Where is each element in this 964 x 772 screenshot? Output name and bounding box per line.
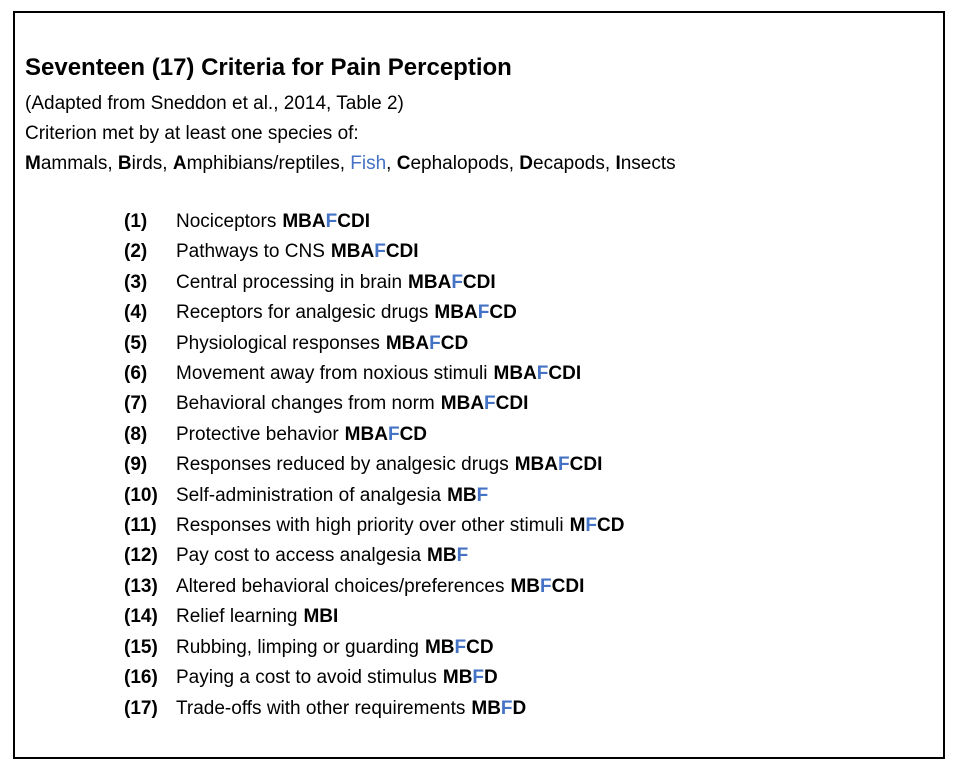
criterion-species-codes: [510, 572, 584, 602]
animal-group-decapods: [519, 153, 605, 174]
species-code-c: C: [466, 636, 480, 658]
animal-group-rest: ecapods: [533, 153, 605, 174]
species-code-d: D: [484, 667, 498, 689]
animal-group-separator: ,: [604, 153, 616, 174]
animal-group-initial: B: [117, 153, 132, 174]
species-code-b: B: [462, 484, 477, 506]
criterion-text: Central processing in brain: [176, 271, 403, 293]
criterion-text: Responses with high priority over other stimuli: [176, 515, 564, 537]
animal-group-fish: [350, 153, 386, 174]
species-code-a: A: [415, 332, 430, 354]
species-code-b: B: [487, 697, 501, 719]
animal-group-initial: A: [172, 153, 187, 174]
criterion-text: Pay cost to access analgesia: [176, 545, 422, 567]
species-code-m: M: [282, 211, 299, 232]
species-code-i: I: [413, 241, 419, 263]
criterion-number: (8): [124, 423, 148, 445]
criterion-item: [124, 541, 933, 571]
species-code-b: B: [450, 302, 464, 324]
animal-group-rest: ephalopods: [410, 153, 509, 174]
species-code-i: I: [490, 271, 496, 293]
species-code-f: F: [500, 697, 513, 719]
criterion-species-codes: [441, 389, 529, 419]
criterion-species-codes: [303, 602, 338, 632]
intro-line: Criterion met by at least one species of:: [25, 123, 359, 144]
criterion-species-codes: [494, 359, 582, 389]
criterion-item: [124, 663, 933, 693]
animal-group-separator: ,: [162, 153, 173, 174]
species-code-d: D: [476, 271, 491, 293]
species-code-b: B: [298, 211, 312, 232]
species-code-f: F: [472, 667, 485, 689]
document-title: Seventeen (17) Criteria for Pain Perception: [25, 54, 512, 81]
species-code-b: B: [509, 363, 524, 385]
criterion-number: (13): [124, 575, 158, 597]
species-code-m: M: [385, 332, 402, 354]
species-code-m: M: [303, 606, 320, 628]
criterion-item: [124, 602, 933, 632]
species-code-m: M: [514, 454, 531, 476]
species-code-m: M: [344, 423, 361, 445]
criterion-number: (10): [124, 484, 158, 506]
species-code-c: C: [569, 454, 584, 476]
source-line: (Adapted from Sneddon et al., 2014, Table 2): [25, 93, 404, 114]
species-code-c: C: [385, 241, 400, 263]
species-code-a: A: [463, 302, 478, 324]
animal-group-mammals: [25, 153, 107, 174]
animal-group-birds: [118, 153, 162, 174]
species-code-i: I: [597, 454, 603, 476]
document-content: [25, 53, 933, 724]
species-code-f: F: [325, 211, 338, 232]
criterion-text: Self-administration of analgesia: [176, 484, 442, 506]
species-code-d: D: [350, 211, 365, 232]
species-code-c: C: [440, 332, 455, 354]
species-code-m: M: [442, 667, 459, 689]
criterion-species-codes: [345, 420, 427, 450]
criterion-species-codes: [515, 450, 603, 480]
species-code-d: D: [610, 515, 625, 537]
criterion-number: (1): [124, 211, 148, 232]
species-code-d: D: [479, 636, 494, 658]
animal-group-separator: ,: [386, 153, 397, 174]
species-code-f: F: [585, 515, 597, 537]
species-code-a: A: [544, 454, 559, 476]
criterion-species-codes: [408, 268, 496, 298]
criterion-text: Movement away from noxious stimuli: [176, 363, 488, 385]
animal-group-amphibians-reptiles: [173, 153, 340, 174]
criterion-number: (6): [124, 363, 148, 385]
species-code-c: C: [337, 211, 351, 232]
animal-group-initial: F: [350, 153, 362, 174]
animal-group-initial: D: [519, 153, 534, 174]
criterion-number: (17): [124, 697, 158, 719]
criterion-text: Pathways to CNS: [176, 241, 325, 263]
species-code-c: C: [495, 393, 510, 415]
species-code-d: D: [413, 423, 428, 445]
criterion-text: Physiological responses: [176, 332, 380, 354]
criterion-item: [124, 329, 933, 359]
species-code-m: M: [510, 575, 527, 597]
species-code-m: M: [330, 241, 347, 263]
species-code-f: F: [558, 454, 570, 476]
criterion-number: (9): [124, 454, 148, 476]
species-code-a: A: [374, 423, 388, 445]
criterion-species-codes: [425, 633, 494, 663]
animal-group-initial: C: [396, 153, 411, 174]
species-code-f: F: [484, 393, 496, 415]
criterion-item: [124, 237, 933, 267]
criterion-item: [124, 633, 933, 663]
species-code-f: F: [374, 241, 386, 263]
species-code-f: F: [454, 636, 467, 658]
species-code-a: A: [360, 241, 375, 263]
species-code-d: D: [454, 332, 469, 354]
criterion-number: (4): [124, 302, 148, 324]
criterion-number: (15): [124, 636, 158, 658]
species-code-f: F: [477, 302, 490, 324]
species-code-i: I: [333, 606, 339, 628]
species-code-f: F: [476, 484, 489, 506]
criterion-item: [124, 298, 933, 328]
criterion-text: Nociceptors: [176, 211, 277, 232]
species-code-i: I: [523, 393, 529, 415]
animal-group-insects: [615, 153, 675, 174]
species-code-m: M: [434, 302, 451, 324]
criterion-number: (16): [124, 667, 158, 689]
criterion-species-codes: [386, 329, 468, 359]
species-code-d: D: [583, 454, 598, 476]
criterion-number: (3): [124, 271, 148, 293]
animal-group-rest: mphibians/reptiles: [186, 153, 340, 174]
species-code-b: B: [458, 667, 473, 689]
species-code-i: I: [364, 211, 370, 232]
criterion-species-codes: [447, 481, 488, 511]
criterion-item: [124, 572, 933, 602]
criterion-species-codes: [443, 663, 498, 693]
species-code-m: M: [440, 393, 457, 415]
species-code-a: A: [437, 271, 452, 293]
animal-group-separator: ,: [107, 153, 118, 174]
criterion-text: Responses reduced by analgesic drugs: [176, 454, 509, 476]
criterion-item: [124, 450, 933, 480]
species-code-c: C: [551, 575, 566, 597]
species-code-b: B: [346, 241, 361, 263]
criterion-text: Receptors for analgesic drugs: [176, 302, 429, 324]
criterion-text: Altered behavioral choices/preferences: [176, 575, 505, 597]
species-code-i: I: [575, 363, 582, 385]
species-code-b: B: [423, 271, 438, 293]
criterion-species-codes: [434, 298, 516, 328]
criterion-item: [124, 207, 933, 237]
animal-group-rest: ish: [361, 153, 387, 174]
criterion-item: [124, 420, 933, 450]
criterion-number: (14): [124, 606, 158, 628]
species-code-c: C: [462, 271, 477, 293]
species-code-b: B: [401, 332, 416, 354]
species-code-b: B: [526, 575, 541, 597]
species-code-b: B: [530, 454, 545, 476]
criterion-text: Behavioral changes from norm: [176, 393, 435, 415]
criterion-number: (7): [124, 393, 148, 415]
criterion-item: [124, 268, 933, 298]
species-code-d: D: [503, 302, 517, 324]
animal-group-cephalopods: [397, 153, 509, 174]
criterion-text: Protective behavior: [176, 423, 339, 445]
species-code-c: C: [489, 302, 504, 324]
species-code-b: B: [442, 545, 457, 567]
species-code-m: M: [424, 636, 441, 658]
criterion-species-codes: [331, 237, 419, 267]
species-code-d: D: [512, 697, 527, 719]
species-code-i: I: [579, 575, 585, 597]
criterion-item: [124, 389, 933, 419]
species-code-c: C: [597, 515, 611, 537]
species-code-d: D: [399, 241, 414, 263]
criterion-species-codes: [282, 207, 370, 237]
species-code-m: M: [471, 697, 488, 719]
species-code-b: B: [319, 606, 334, 628]
criterion-species-codes: [570, 511, 625, 541]
species-code-f: F: [451, 271, 463, 293]
species-code-b: B: [360, 423, 375, 445]
animal-group-rest: irds: [131, 153, 163, 174]
species-code-d: D: [562, 363, 576, 385]
criterion-text: Trade-offs with other requirements: [176, 697, 466, 719]
criterion-number: (5): [124, 332, 148, 354]
animal-group-separator: ,: [339, 153, 351, 174]
animal-group-rest: nsects: [620, 153, 676, 174]
criteria-list: [124, 207, 933, 724]
criterion-item: [124, 359, 933, 389]
criterion-item: [124, 694, 933, 724]
criterion-item: [124, 511, 933, 541]
species-code-f: F: [387, 423, 400, 445]
species-code-m: M: [569, 515, 586, 537]
criterion-species-codes: [471, 694, 526, 724]
criterion-text: Relief learning: [176, 606, 298, 628]
species-code-a: A: [311, 211, 326, 232]
animal-groups-legend: [25, 149, 933, 179]
criterion-text: Paying a cost to avoid stimulus: [176, 667, 437, 689]
species-code-m: M: [447, 484, 463, 506]
criterion-number: (12): [124, 545, 158, 567]
species-code-d: D: [509, 393, 524, 415]
criterion-number: (11): [124, 515, 157, 537]
species-code-c: C: [548, 363, 563, 385]
criterion-item: [124, 481, 933, 511]
species-code-f: F: [429, 332, 441, 354]
animal-group-separator: ,: [508, 153, 520, 174]
animal-group-rest: ammals: [40, 153, 108, 174]
species-code-a: A: [523, 363, 537, 385]
criterion-text: Rubbing, limping or guarding: [176, 636, 419, 658]
species-code-b: B: [440, 636, 455, 658]
species-code-b: B: [456, 393, 471, 415]
species-code-c: C: [399, 423, 414, 445]
species-code-m: M: [408, 271, 424, 293]
species-code-m: M: [493, 363, 510, 385]
species-code-a: A: [470, 393, 485, 415]
document-frame: [13, 11, 945, 759]
criterion-species-codes: [427, 541, 468, 571]
species-code-d: D: [565, 575, 580, 597]
animal-group-initial: I: [615, 153, 621, 174]
species-code-f: F: [456, 545, 469, 567]
species-code-f: F: [536, 363, 549, 385]
species-code-f: F: [540, 575, 552, 597]
animal-group-initial: M: [25, 153, 41, 174]
species-code-m: M: [427, 545, 443, 567]
criterion-number: (2): [124, 241, 148, 263]
